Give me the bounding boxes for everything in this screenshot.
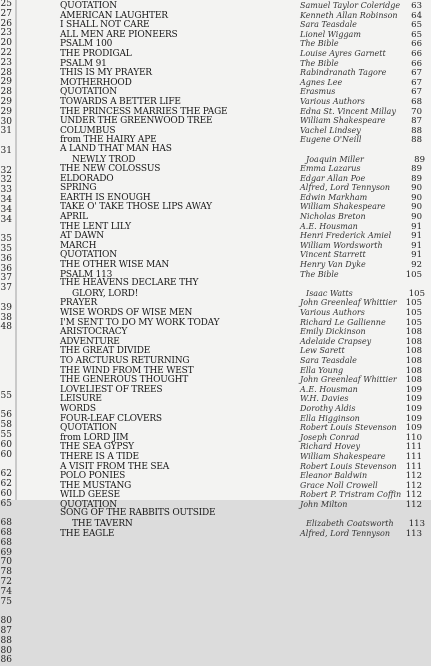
entry-title: LEISURE <box>60 394 102 405</box>
entry-title: SPRING <box>60 183 97 194</box>
facing-page-number: 68 <box>0 528 12 539</box>
facing-page-number: 35 <box>0 243 12 254</box>
facing-page-number: 58 <box>0 420 12 431</box>
toc-entry <box>60 529 425 539</box>
facing-page-number: 28 <box>0 67 12 78</box>
entry-author: Rabindranath Tagore <box>300 68 387 78</box>
entry-author: Various Authors <box>300 96 365 106</box>
entry-title: EARTH IS ENOUGH <box>60 192 151 203</box>
facing-page-number: 68 <box>0 537 12 548</box>
entry-author: Richard Hovey <box>300 442 361 452</box>
entry-page-number: 68 <box>411 96 422 107</box>
toc-entry <box>60 260 425 270</box>
facing-page-number: 29 <box>0 96 12 107</box>
entry-page-number: 89 <box>414 154 425 165</box>
entry-title: MOTHERHOOD <box>60 77 132 88</box>
toc-entry <box>60 509 425 519</box>
facing-page-number: 60 <box>0 488 12 499</box>
facing-page-number: 20 <box>0 38 12 49</box>
facing-page-number: 22 <box>0 47 12 58</box>
facing-page-number: 75 <box>0 596 12 607</box>
entry-author: Adelaide Crapsey <box>300 336 372 346</box>
toc-entry <box>60 289 425 299</box>
entry-title: THERE IS A TIDE <box>60 451 139 462</box>
toc-entry <box>60 414 425 424</box>
toc-entry <box>60 442 425 452</box>
toc-entry <box>60 145 425 155</box>
entry-title: COLUMBUS <box>60 125 116 136</box>
toc-entry <box>60 87 425 97</box>
toc-entry <box>60 462 425 472</box>
entry-title: THE LENT LILY <box>60 221 131 232</box>
entry-title: THE TAVERN <box>72 519 133 530</box>
toc-entry <box>60 174 425 184</box>
toc-entry <box>60 231 425 241</box>
facing-page-number: 55 <box>0 390 12 401</box>
entry-page-number: 92 <box>411 260 422 271</box>
entry-page-number: 105 <box>405 298 422 309</box>
entry-title: UNDER THE GREENWOOD TREE <box>60 116 213 127</box>
toc-entry <box>60 222 425 232</box>
entry-title: APRIL <box>60 212 88 223</box>
entry-page-number: 89 <box>411 173 422 184</box>
facing-page-number: 78 <box>0 567 12 578</box>
entry-author: Joseph Conrad <box>300 432 360 442</box>
entry-title: GLORY, LORD! <box>72 288 139 299</box>
toc-entry <box>60 519 425 529</box>
entry-author: Samuel Taylor Coleridge <box>300 1 401 10</box>
entry-author: John Greenleaf Whittier <box>300 298 397 308</box>
toc-entry <box>60 97 425 107</box>
entry-title: MARCH <box>60 240 97 251</box>
entry-title: SONG OF THE RABBITS OUTSIDE <box>60 508 216 519</box>
facing-page-number: 26 <box>0 18 12 29</box>
entry-title: AT DAWN <box>60 231 104 242</box>
entry-author: Sara Teasdale <box>300 355 357 365</box>
facing-page-number: 33 <box>0 185 12 196</box>
entry-page-number: 112 <box>405 490 422 501</box>
facing-page-number: 65 <box>0 498 12 509</box>
entry-page-number: 105 <box>405 269 422 280</box>
entry-title: QUOTATION <box>60 87 117 98</box>
entry-author: Alfred, Lord Tennyson <box>300 183 391 193</box>
entry-title: A LAND THAT MAN HAS <box>60 143 172 154</box>
toc-entry <box>60 39 425 49</box>
entry-title: AMERICAN LAUGHTER <box>60 10 168 21</box>
toc-entry <box>60 318 425 328</box>
facing-page-number: 55 <box>0 430 12 441</box>
facing-page-number: 28 <box>0 87 12 98</box>
toc-entry <box>60 164 425 174</box>
entry-page-number: 90 <box>411 212 422 223</box>
entry-author: Ella Higginson <box>300 413 360 423</box>
toc-entry <box>60 193 425 203</box>
toc-entry <box>60 452 425 462</box>
toc-entry <box>60 385 425 395</box>
entry-title: THE PRODIGAL <box>60 48 132 59</box>
entry-author: Henri Frederick Amiel <box>300 231 392 241</box>
toc-entry <box>60 327 425 337</box>
toc-entry <box>60 49 425 59</box>
facing-page-number: 80 <box>0 645 12 656</box>
toc-entry <box>60 298 425 308</box>
facing-page-number: 34 <box>0 214 12 225</box>
facing-page-number: 87 <box>0 626 12 636</box>
toc-entry <box>60 308 425 318</box>
entry-author: Dorothy Aldis <box>300 403 356 413</box>
toc-entry <box>60 126 425 136</box>
entry-page-number: 91 <box>411 231 422 242</box>
toc-entry <box>60 375 425 385</box>
entry-title: TOWARDS A BETTER LIFE <box>60 96 181 107</box>
entry-page-number: 90 <box>411 183 422 194</box>
facing-page-number: 30 <box>0 116 12 127</box>
entry-title: PSALM 113 <box>60 269 113 280</box>
entry-page-number: 89 <box>411 164 422 175</box>
entry-author: Lew Sarett <box>300 346 345 356</box>
facing-page-number: 32 <box>0 175 12 186</box>
entry-page-number: 91 <box>411 250 422 261</box>
entry-title: POLO PONIES <box>60 471 126 482</box>
entry-page-number: 112 <box>405 480 422 491</box>
entry-page-number: 110 <box>405 432 422 443</box>
entry-page-number: 112 <box>405 499 422 510</box>
facing-page-number: 37 <box>0 273 12 284</box>
entry-title: ALL MEN ARE PIONEERS <box>60 29 178 40</box>
entry-title: TO ARCTURUS RETURNING <box>60 355 190 366</box>
entry-page-number: 108 <box>405 355 422 366</box>
facing-page-number: 32 <box>0 165 12 176</box>
entry-title: THE SEA GYPSY <box>60 442 134 453</box>
entry-title: TAKE O' TAKE THOSE LIPS AWAY <box>60 202 212 213</box>
entry-author: John Milton <box>300 499 348 509</box>
entry-title: THE GENEROUS THOUGHT <box>60 375 189 386</box>
toc-entry <box>60 116 425 126</box>
facing-page-number: 23 <box>0 28 12 39</box>
entry-page-number: 87 <box>411 116 422 127</box>
facing-page-number: 34 <box>0 194 12 205</box>
entry-author: The Bible <box>300 39 339 49</box>
entry-title: PSALM 100 <box>60 39 113 50</box>
entry-author: The Bible <box>300 269 339 279</box>
entry-author: Alfred, Lord Tennyson <box>300 528 391 538</box>
entry-page-number: 67 <box>411 77 422 88</box>
toc-entry <box>60 346 425 356</box>
entry-author: William Wordsworth <box>300 240 383 250</box>
entry-author: A.E. Housman <box>300 221 358 231</box>
entry-page-number: 111 <box>405 451 422 462</box>
facing-page-number: 62 <box>0 479 12 490</box>
entry-page-number: 65 <box>411 29 422 40</box>
entry-page-number: 109 <box>405 403 422 414</box>
entry-title: WILD GEESE <box>60 490 120 501</box>
entry-author: Vachel Lindsey <box>300 125 361 135</box>
facing-page-number <box>0 353 14 363</box>
toc-entry <box>60 279 425 289</box>
entry-page-number: 108 <box>405 336 422 347</box>
facing-page-number: 62 <box>0 469 12 480</box>
entry-title: THE PRINCESS MARRIES THE PAGE <box>60 106 228 117</box>
entry-page-number: 108 <box>405 327 422 338</box>
toc-entry <box>60 366 425 376</box>
entry-author: Robert Louis Stevenson <box>300 423 397 433</box>
entry-author: Grace Noll Crowell <box>300 480 378 490</box>
entry-page-number: 67 <box>411 87 422 98</box>
entry-author: Nicholas Breton <box>300 212 366 222</box>
facing-page-number <box>0 343 14 353</box>
facing-page-number: 68 <box>0 518 12 529</box>
facing-page-number: 38 <box>0 312 12 323</box>
entry-page-number: 63 <box>411 1 422 11</box>
entry-author: Ella Young <box>300 365 344 375</box>
entry-author: Edgar Allan Poe <box>300 173 366 183</box>
entry-page-number: 105 <box>408 288 425 299</box>
entry-page-number: 90 <box>411 192 422 203</box>
entry-page-number: 111 <box>405 442 422 453</box>
entry-title: I SHALL NOT CARE <box>60 20 150 31</box>
entry-author: Agnes Lee <box>300 77 343 87</box>
entry-title: THE GREAT DIVIDE <box>60 346 151 357</box>
toc-entry <box>60 68 425 78</box>
entry-page-number: 91 <box>411 221 422 232</box>
entry-title: PRAYER <box>60 298 98 309</box>
entry-page-number: 64 <box>411 10 422 21</box>
entry-page-number: 113 <box>405 528 422 539</box>
entry-title: ADVENTURE <box>60 336 120 347</box>
toc-entry <box>60 356 425 366</box>
facing-page-number: 56 <box>0 410 12 421</box>
entry-title: QUOTATION <box>60 499 117 510</box>
facing-page-number <box>0 372 14 382</box>
entry-title: FOUR-LEAF CLOVERS <box>60 413 162 424</box>
entry-page-number: 109 <box>405 413 422 424</box>
entry-page-number: 108 <box>405 346 422 357</box>
toc-entry <box>60 155 425 165</box>
toc-entry <box>60 423 425 433</box>
entry-page-number: 88 <box>411 135 422 146</box>
facing-page-number: 37 <box>0 283 12 294</box>
entry-author: Henry Van Dyke <box>300 260 366 270</box>
entry-page-number: 66 <box>411 48 422 59</box>
facing-page-number: 60 <box>0 449 12 460</box>
facing-page-number: 34 <box>0 204 12 215</box>
entry-author: Elizabeth Coatsworth <box>306 519 394 529</box>
entry-author: Eugene O'Neill <box>300 135 362 145</box>
entry-page-number: 67 <box>411 68 422 79</box>
entry-page-number: 113 <box>408 519 425 530</box>
facing-page-number: 74 <box>0 586 12 597</box>
toc-entry <box>60 433 425 443</box>
entry-page-number: 108 <box>405 375 422 386</box>
entry-page-number: 109 <box>405 384 422 395</box>
entry-author: Emma Lazarus <box>300 164 361 174</box>
facing-page-number: 86 <box>0 655 12 666</box>
entry-author: Erasmus <box>300 87 336 97</box>
entry-title: THE WIND FROM THE WEST <box>60 365 194 376</box>
toc-entry <box>60 241 425 251</box>
entry-page-number: 91 <box>411 240 422 251</box>
toc-entry <box>60 78 425 88</box>
entry-author: W.H. Davies <box>300 394 349 404</box>
facing-page-number: 25 <box>0 0 12 9</box>
facing-page-number: 70 <box>0 557 12 568</box>
facing-page-number: 60 <box>0 439 12 450</box>
facing-page-number: 35 <box>0 234 12 245</box>
entry-title: ARISTOCRACY <box>60 327 128 338</box>
entry-page-number: 105 <box>405 317 422 328</box>
facing-page-number: 72 <box>0 577 12 588</box>
entry-author: Eleanor Baldwin <box>300 471 368 481</box>
facing-page-number: 36 <box>0 263 12 274</box>
entry-author: Isaac Watts <box>306 288 353 298</box>
entry-page-number: 65 <box>411 20 422 31</box>
entry-page-number: 70 <box>411 106 422 117</box>
facing-page-numbers <box>0 0 14 666</box>
entry-author: Robert P. Tristram Coffin <box>300 490 402 500</box>
entry-title: THIS IS MY PRAYER <box>60 68 152 79</box>
toc-entry <box>60 107 425 117</box>
entry-page-number: 88 <box>411 125 422 136</box>
entry-title: THE OTHER WISE MAN <box>60 260 170 271</box>
entry-page-number: 66 <box>411 39 422 50</box>
entry-author: William Shakespeare <box>300 202 386 212</box>
toc-entry <box>60 481 425 491</box>
entry-title: THE MUSTANG <box>60 480 132 491</box>
entry-page-number: 111 <box>405 461 422 472</box>
facing-page-number: 80 <box>0 616 12 627</box>
toc-entry <box>60 202 425 212</box>
entry-page-number: 90 <box>411 202 422 213</box>
entry-title: WORDS <box>60 403 96 414</box>
toc-entry <box>60 212 425 222</box>
entry-title: WISE WORDS OF WISE MEN <box>60 308 193 318</box>
entry-author: John Greenleaf Whittier <box>300 375 397 385</box>
entry-title: I'M SENT TO DO MY WORK TODAY <box>60 317 220 328</box>
entry-title: QUOTATION <box>60 250 117 261</box>
facing-page-number: 36 <box>0 253 12 264</box>
entry-page-number: 66 <box>411 58 422 69</box>
entry-title: PSALM 91 <box>60 58 107 69</box>
entry-title: THE NEW COLOSSUS <box>60 164 161 175</box>
facing-page-number: 29 <box>0 106 12 117</box>
toc-entry <box>60 183 425 193</box>
toc-entry <box>60 30 425 40</box>
entry-author: Louise Ayres Garnett <box>300 48 386 58</box>
facing-page-number <box>0 333 14 343</box>
entry-author: William Shakespeare <box>300 116 386 126</box>
toc-entry <box>60 1 425 11</box>
entry-title: A VISIT FROM THE SEA <box>60 461 169 472</box>
entry-author: Emily Dickinson <box>300 327 366 337</box>
entry-author: Kenneth Allan Robinson <box>300 10 398 20</box>
entry-title: from LORD JIM <box>60 432 129 443</box>
entry-title: QUOTATION <box>60 423 117 434</box>
toc-entry <box>60 59 425 69</box>
facing-page-number: 48 <box>0 322 12 333</box>
entry-author: The Bible <box>300 58 339 68</box>
toc-entry <box>60 394 425 404</box>
entry-author: Richard Le Gallienne <box>300 317 386 327</box>
facing-page-number: 88 <box>0 635 12 646</box>
entry-title: from THE HAIRY APE <box>60 135 157 146</box>
table-of-contents <box>60 1 425 538</box>
entry-page-number: 105 <box>405 308 422 318</box>
entry-author: Robert Louis Stevenson <box>300 461 397 471</box>
entry-page-number: 109 <box>405 423 422 434</box>
facing-page-number: 31 <box>0 126 12 137</box>
entry-page-number: 109 <box>405 394 422 405</box>
entry-page-number: 108 <box>405 365 422 376</box>
facing-page-number: 69 <box>0 547 12 558</box>
entry-page-number: 112 <box>405 471 422 482</box>
toc-entry <box>60 250 425 260</box>
entry-title: THE EAGLE <box>60 528 115 539</box>
entry-title: ELDORADO <box>60 173 114 184</box>
entry-title: LOVELIEST OF TREES <box>60 384 163 395</box>
entry-author: Edna St. Vincent Millay <box>300 106 396 116</box>
entry-title: NEWLY TROD <box>72 154 136 165</box>
facing-page-number: 39 <box>0 302 12 313</box>
facing-page-number: 31 <box>0 145 12 156</box>
entry-author: William Shakespeare <box>300 451 386 461</box>
entry-author: Edwin Markham <box>300 192 368 202</box>
entry-author: Joaquin Miller <box>306 154 364 164</box>
entry-title: THE HEAVENS DECLARE THY <box>60 278 199 289</box>
toc-entry <box>60 337 425 347</box>
facing-page-number: 23 <box>0 57 12 68</box>
toc-entry <box>60 490 425 500</box>
facing-page-number <box>0 362 14 372</box>
toc-entry <box>60 471 425 481</box>
toc-entry <box>60 11 425 21</box>
entry-author: Lionel Wiggam <box>300 29 361 39</box>
book-gutter-shadow <box>15 0 17 500</box>
entry-title: QUOTATION <box>60 1 117 11</box>
entry-author: A.E. Housman <box>300 384 358 394</box>
entry-author: Sara Teasdale <box>300 20 357 30</box>
facing-page-number: 29 <box>0 77 12 88</box>
toc-entry <box>60 20 425 30</box>
entry-author: Vincent Starrett <box>300 250 366 260</box>
facing-page-number: 27 <box>0 8 12 19</box>
entry-author: Various Authors <box>300 308 365 317</box>
toc-entry <box>60 404 425 414</box>
